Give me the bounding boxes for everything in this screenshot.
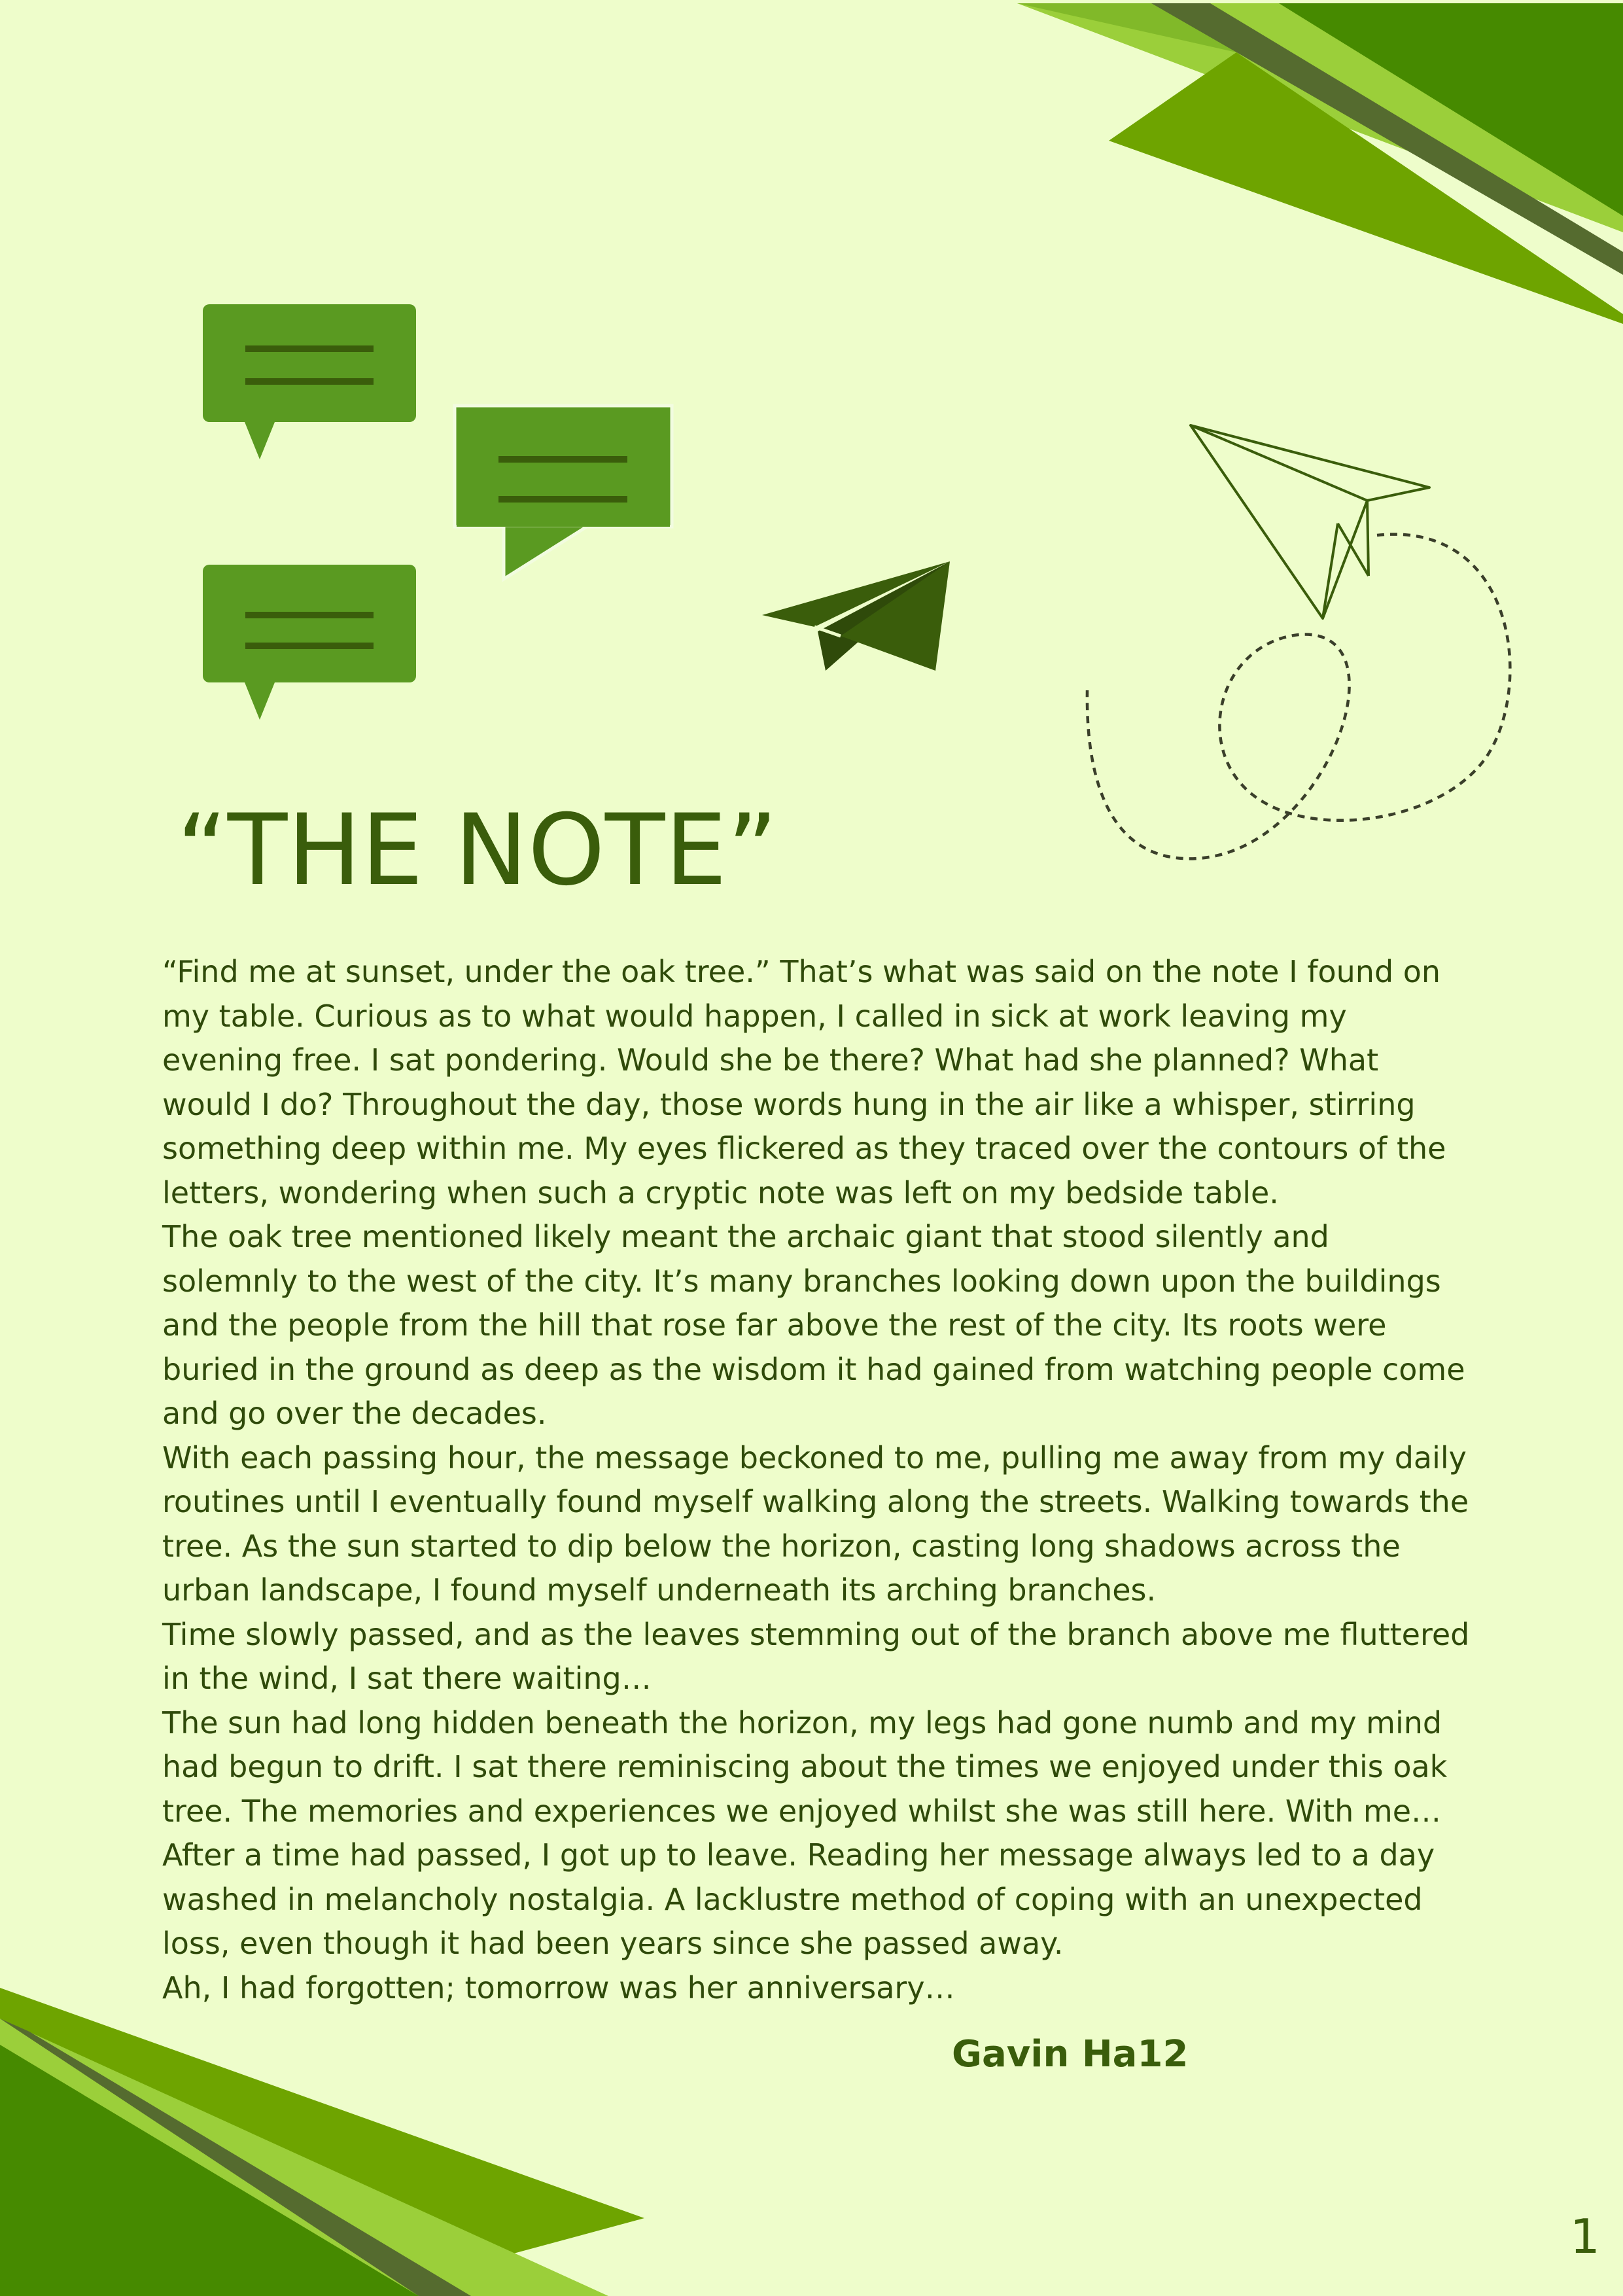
story-paragraph: Time slowly passed, and as the leaves stemming out of the branch above me fluttered in the wind, I sat there waiting… (162, 1616, 1470, 1696)
page-title: “THE NOTE” (177, 794, 778, 908)
story-paragraph: The oak tree mentioned likely meant the archaic giant that stood silently and solemnly to the west of the city. It’s many branches looking down upon the buildings and the people from the hill that rose far above the rest of the city. Its roots were buried in the ground as deep as the wisdom it had gained from watching people come and go over the decades. (162, 1219, 1465, 1431)
story-body (162, 950, 1471, 2010)
author-name: Gavin Ha12 (952, 2033, 1189, 2075)
page-number: 1 (1570, 2209, 1600, 2264)
story-paragraph: “Find me at sunset, under the oak tree.” That’s what was said on the note I found on my table. Curious as to what would happen, I called in sick at work leaving my evening free. I sat pondering. Would she be there? What had she planned? What would I do? Throughout the day, those words hung in the air like a whisper, stirring something deep within me. My eyes flickered as they traced over the contours of the letters, wondering when such a cryptic note was left on my bedside table. (162, 954, 1446, 1210)
paper-plane-icon (762, 561, 950, 671)
story-paragraph: With each passing hour, the message beckoned to me, pulling me away from my daily routines until I eventually found myself walking along the streets. Walking towards the tree. As the sun started to dip below the horizon, casting long shadows across the urban landscape, I found myself underneath its arching branches. (162, 1439, 1469, 1608)
story-paragraph: After a time had passed, I got up to leave. Reading her message always led to a day washed in melancholy nostalgia. A lacklustre method of coping with an unexpected loss, even though it had been years since she passed away. (162, 1837, 1435, 1961)
story-paragraph: The sun had long hidden beneath the horizon, my legs had gone numb and my mind had begun to drift. I sat there reminiscing about the times we enjoyed under this oak tree. The memories and experiences we enjoyed whilst she was still here. With me… (162, 1704, 1448, 1829)
story-paragraph: Ah, I had forgotten; tomorrow was her anniversary… (162, 1969, 955, 2005)
paper-plane-outline-icon (1191, 425, 1429, 618)
